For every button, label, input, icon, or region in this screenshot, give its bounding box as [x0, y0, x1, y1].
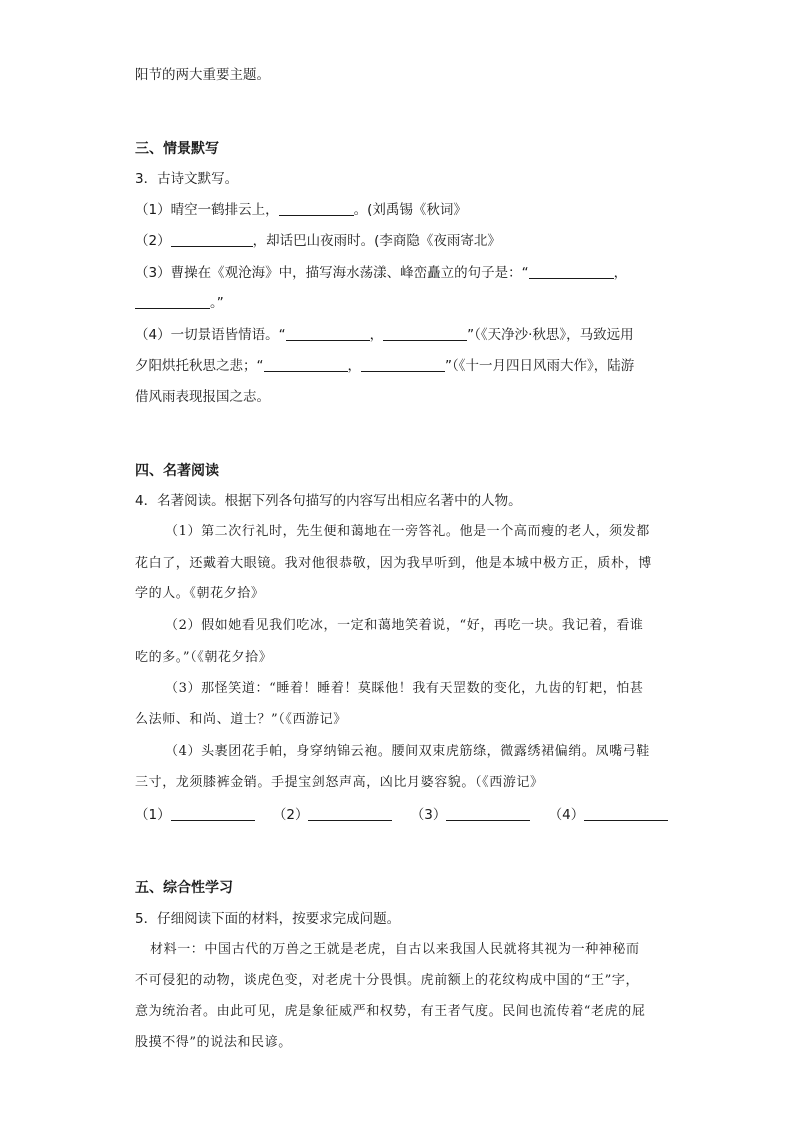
q3-item-4-cont: 夕阳烘托秋思之悲；“ ， ”（《十一月四日风雨大作》，陆游 [135, 358, 635, 374]
section-3-heading: 三、情景默写 [135, 141, 219, 157]
q3-item-3: （3）曹操在《观沧海》中，描写海水荡漾、峰峦矗立的句子是：“ ， [135, 265, 628, 281]
q3-item-4: （4）一切景语皆情语。“ ， ”（《天净沙·秋思》，马致远用 [135, 327, 634, 343]
answer-blank[interactable] [383, 325, 467, 341]
q3-item-3-cont: 。” [135, 292, 224, 314]
q3-item-1: （1）晴空一鹤排云上， 。(刘禹锡《秋词》 [135, 202, 467, 218]
material-1-line-1: 材料一：中国古代的万兽之王就是老虎，自古以来我国人民就将其视为一种神秘而 [150, 942, 640, 957]
passage-4-line-1: （4）头裹团花手帕，身穿纳锦云袍。腰间双束虎筋绦，微露绣裙偏绡。凤嘴弓鞋 [165, 744, 650, 759]
answer-blank[interactable] [135, 293, 210, 309]
passage-2-line-1: （2）假如她看见我们吃冰，一定和蔼地笑着说，“好，再吃一块。我记着，看谁 [165, 618, 644, 633]
q3-item-4-end: 借风雨表现报国之志。 [135, 389, 270, 405]
answer-blank[interactable] [361, 356, 445, 372]
answer-blank[interactable] [286, 325, 370, 341]
answer-blank[interactable] [171, 231, 253, 247]
answer-blank[interactable] [171, 805, 255, 821]
material-1-line-4: 股摸不得”的说法和民谚。 [135, 1035, 292, 1050]
passage-1-line-2: 花白了，还戴着大眼镜。我对他很恭敬，因为我早听到，他是本城中极方正，质朴，博 [135, 556, 652, 571]
passage-1-line-3: 学的人。《朝花夕拾》 [135, 586, 265, 601]
q4-answer-row: （1） （2） （3） （4） [135, 804, 668, 826]
answer-blank[interactable] [308, 805, 392, 821]
material-1-line-3: 意为统治者。由此可见，虎是象征威严和权势，有王者气度。民间也流传着“老虎的屁 [135, 1004, 646, 1019]
answer-blank[interactable] [446, 805, 530, 821]
section-4-heading: 四、名著阅读 [135, 463, 219, 479]
answer-blank[interactable] [529, 263, 614, 279]
question-4-stem: 4．名著阅读。根据下列各句描写的内容写出相应名著中的人物。 [135, 493, 522, 509]
passage-2-line-2: 吃的多。”（《朝花夕拾》 [135, 650, 273, 665]
passage-1-line-1: （1）第二次行礼时，先生便和蔼地在一旁答礼。他是一个高而瘦的老人，须发都 [165, 524, 650, 539]
passage-3-line-2: 么法师、和尚、道士？”（《西游记》 [135, 712, 347, 727]
passage-4-line-2: 三寸，龙须膝裤金销。手提宝剑怒声高，凶比月婆容貌。（《西游记》 [135, 775, 544, 790]
passage-3-line-1: （3）那怪笑道：“睡着！睡着！莫睬他！我有天罡数的变化，九齿的钉耙，怕甚 [165, 681, 644, 696]
question-3-stem: 3．古诗文默写。 [135, 171, 239, 187]
material-1-line-2: 不可侵犯的动物，谈虎色变，对老虎十分畏惧。虎前额上的花纹构成中国的“王”字， [135, 973, 640, 988]
answer-blank[interactable] [264, 356, 348, 372]
answer-blank[interactable] [584, 805, 668, 821]
paragraph-continuation: 阳节的两大重要主题。 [135, 67, 270, 83]
question-5-stem: 5．仔细阅读下面的材料，按要求完成问题。 [135, 911, 401, 927]
section-5-heading: 五、综合性学习 [135, 880, 233, 896]
q3-item-2: （2） ，却话巴山夜雨时。(李商隐《夜雨寄北》 [135, 233, 501, 249]
answer-blank[interactable] [279, 200, 354, 216]
